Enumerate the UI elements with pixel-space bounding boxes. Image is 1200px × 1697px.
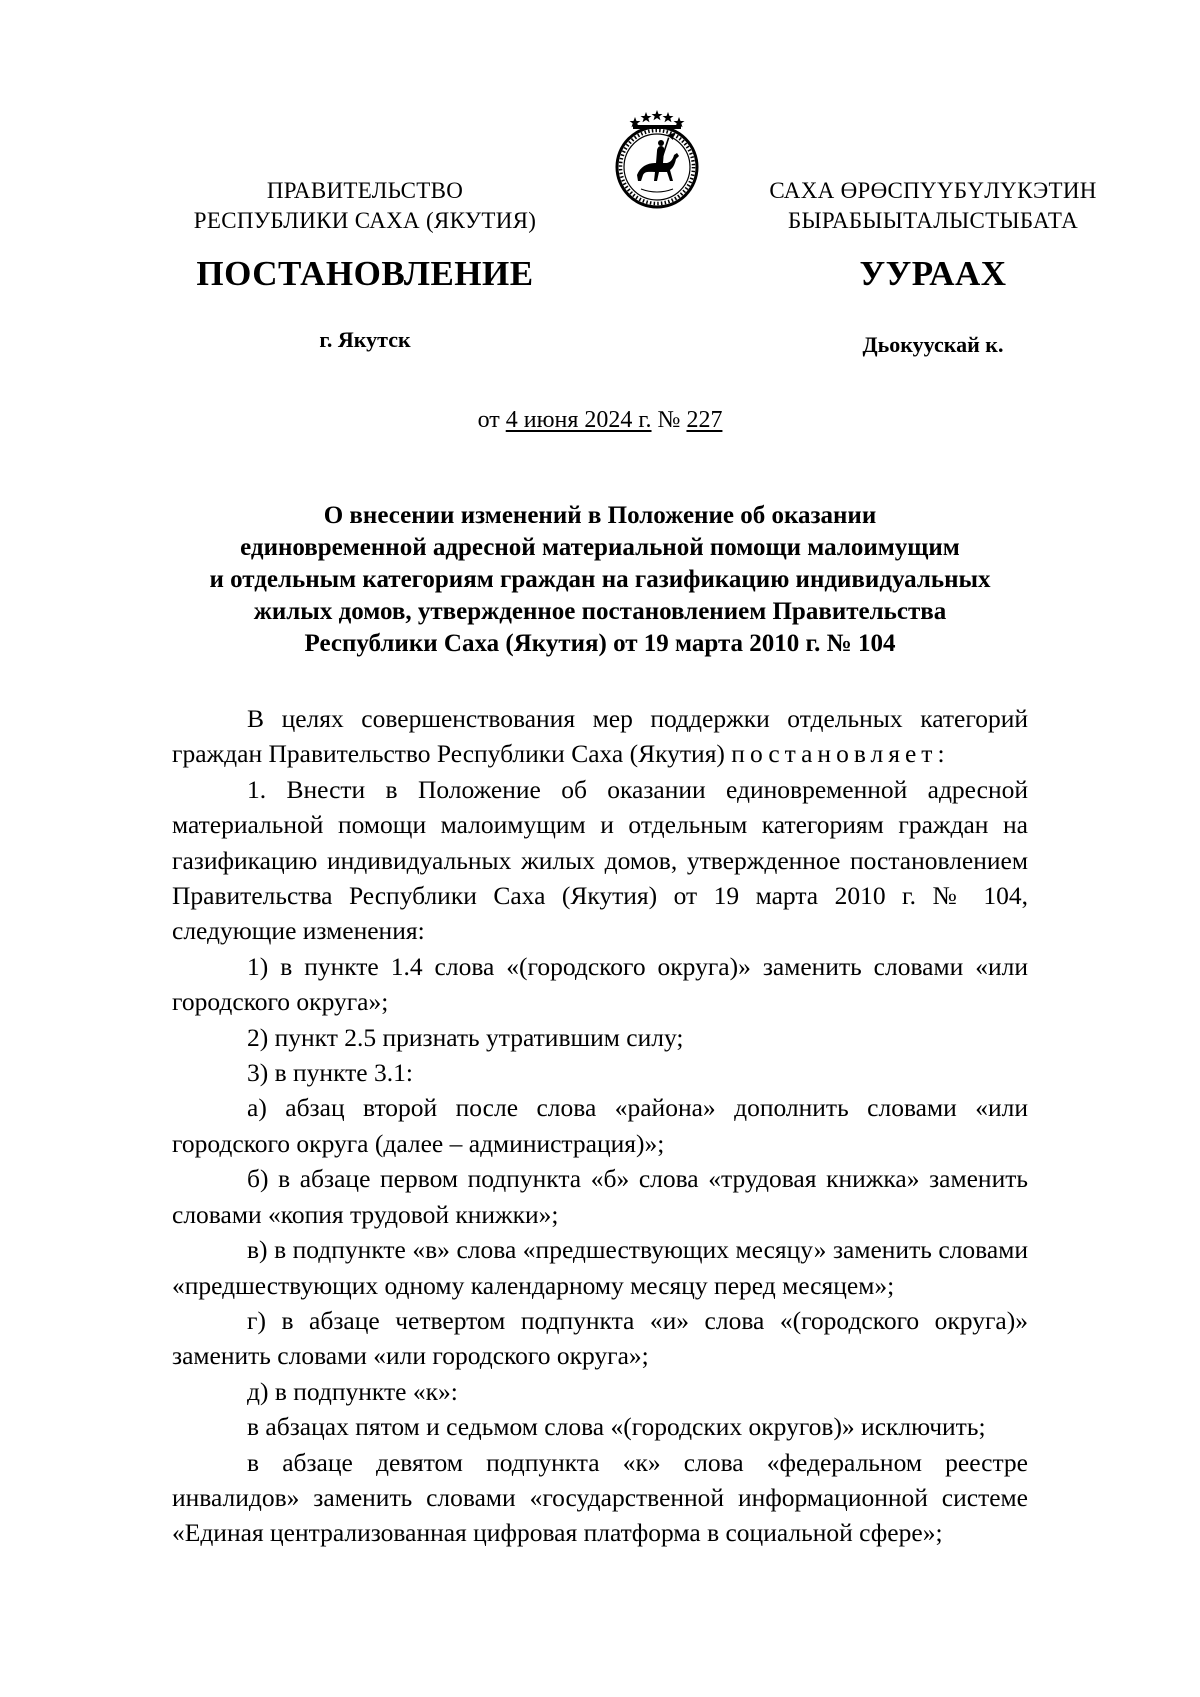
date-prefix: от [477, 407, 500, 433]
header-left [175, 176, 555, 236]
intro-text: В целях совершенствования мер поддержки отдельных категорий граждан Правительство Республики Саха (Якутия) [172, 704, 1028, 769]
body-paragraph: 1) в пункте 1.4 слова «(городского округа)» заменить словами «или городского округа»; [172, 951, 1028, 1017]
document-dateline [0, 403, 1200, 437]
intro-paragraph [172, 701, 1028, 772]
header-right [748, 176, 1118, 236]
intro-verb: постановляет [731, 739, 938, 769]
document-body [172, 701, 1028, 1551]
body-paragraph: 3) в пункте 3.1: [247, 1058, 413, 1088]
city-yakut: Дьокуускай к. [862, 332, 1004, 357]
header-right-line1: САХА ӨРӨСПҮҮБҮЛҮКЭТИН [769, 178, 1097, 203]
body-paragraph: д) в подпункте «к»: [247, 1376, 458, 1406]
body-paragraph: г) в абзаце четвертом подпункта «и» слова «(городского округа)» заменить словами «или городского округа»; [172, 1305, 1028, 1371]
header-left-line2: РЕСПУБЛИКИ САХА (ЯКУТИЯ) [193, 208, 537, 233]
body-paragraph: в абзацах пятом и седьмом слова «(городских округов)» исключить; [247, 1412, 986, 1442]
header-left-line1: ПРАВИТЕЛЬСТВО [266, 178, 464, 203]
header-right-line2: БЫРАБЫЫТАЛЫСТЫБАТА [787, 208, 1079, 233]
body-paragraph: в) в подпункте «в» слова «предшествующих месяцу» заменить словами «предшествующих одному календарному месяцу перед месяцем»; [172, 1235, 1028, 1300]
doc-type-yakut: УУРААХ [859, 254, 1007, 293]
title-line: О внесении изменений в Положение об оказании [323, 502, 877, 529]
coat-of-arms-icon [607, 109, 707, 211]
intro-colon: : [937, 739, 945, 769]
title-line: и отдельным категориям граждан на газификацию индивидуальных [209, 566, 991, 593]
title-line: Республики Саха (Якутия) от 19 марта 2010 г. № 104 [304, 630, 896, 657]
body-paragraph: б) в абзаце первом подпункта «б» слова «трудовая книжка» заменить словами «копия трудовой книжки»; [172, 1164, 1028, 1229]
doc-type-russian: ПОСТАНОВЛЕНИЕ [196, 254, 534, 293]
body-paragraph: а) абзац второй после слова «района» дополнить словами «или городского округа (далее – администрация)»; [172, 1093, 1028, 1158]
title-line: жилых домов, утвержденное постановлением Правительства [253, 598, 947, 625]
title-line: единовременной адресной материальной помощи малоимущим [240, 534, 960, 561]
document-title [180, 500, 1020, 660]
city-russian: г. Якутск [319, 327, 411, 352]
document-number: 227 [686, 407, 723, 433]
number-sign: № [657, 407, 681, 433]
body-paragraph: 2) пункт 2.5 признать утратившим силу; [247, 1022, 684, 1052]
document-date: 4 июня 2024 г. [505, 407, 652, 433]
body-paragraph: 1. Внести в Положение об оказании единовременной адресной материальной помощи малоимущим и отдельным категориям граждан на газификацию индивидуальных жилых домов, утвержденное постановлением Правительства Республики Саха (Якутия) от 19 марта 2010 г. № 104, следующие изменения: [172, 774, 1028, 946]
body-paragraph: в абзаце девятом подпункта «к» слова «федеральном реестре инвалидов» заменить словами «государственной информационной системе «Единая централизованная цифровая платформа в социальной сфере»; [172, 1447, 1028, 1548]
